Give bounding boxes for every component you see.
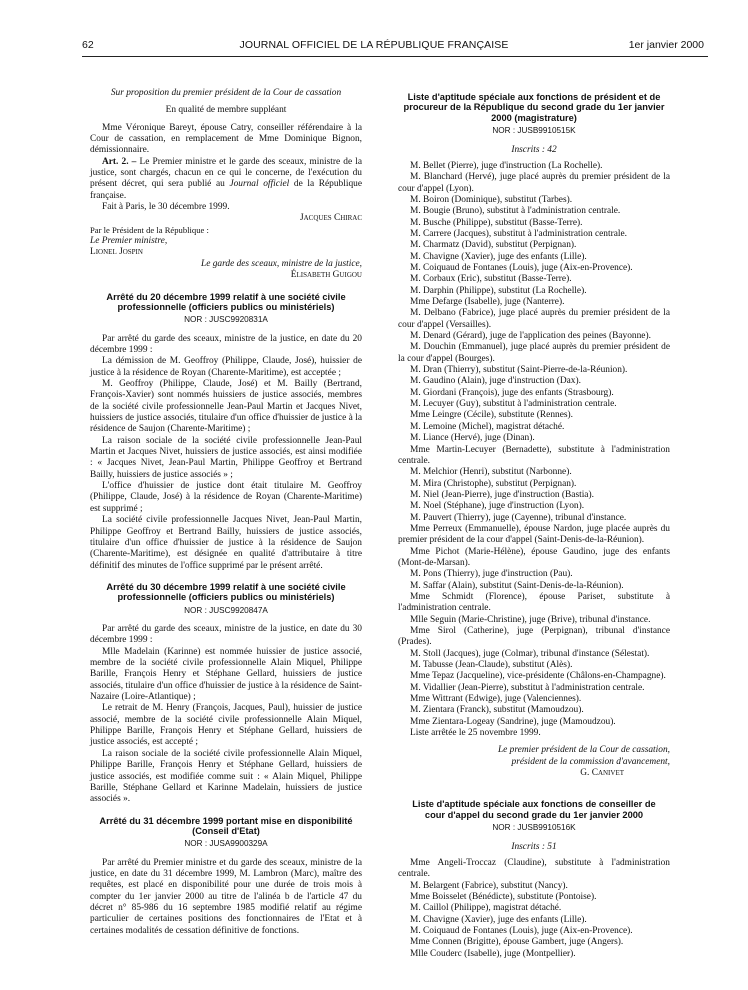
arrete-1-p1: Par arrêté du garde des sceaux, ministre de la justice, en date du 20 décembre 1999 :: [90, 333, 362, 355]
list-entry: M. Bellet (Pierre), juge d'instruction (La Rochelle).: [410, 160, 603, 171]
list-entry: Mme Tepaz (Jacqueline), vice-présidente (Châlons-en-Champagne).: [410, 671, 666, 682]
list-entry: M. Caillol (Philippe), magistrat détaché.: [410, 903, 562, 914]
list-entry: M. Tabusse (Jean-Claude), substitut (Alès).: [410, 660, 573, 671]
list-entry: Mme Connen (Brigitte), épouse Gambert, juge (Angers).: [410, 937, 624, 948]
left-column: [90, 88, 362, 937]
intro-quality: En qualité de membre suppléant: [165, 105, 287, 116]
list-entry: M. Carrere (Jacques), substitut à l'administration centrale.: [410, 228, 627, 239]
list-entry: M. Busche (Philippe), substitut (Basse-Terre).: [410, 217, 583, 228]
list-entry: M. Coiquaud de Fontanes (Louis), juge (Aix-en-Provence).: [410, 926, 633, 937]
pm-title: Le Premier ministre,: [90, 236, 168, 247]
arrete-3-title: Arrêté du 31 décembre 1999 portant mise en disponibilité (Conseil d'Etat): [99, 815, 353, 836]
list-1-title: Liste d'aptitude spéciale aux fonctions de président et de procureur de la République du second grade du 1er janvier 2000 (magistrature): [403, 92, 665, 123]
list-1-closing: Liste arrêtée le 25 novembre 1999.: [410, 728, 541, 739]
done-at: Fait à Paris, le 30 décembre 1999.: [102, 202, 230, 213]
arrete-3-p1: Par arrêté du Premier ministre et du garde des sceaux, ministre de la justice, en date du 31 décembre 1999, M. Lambron (Marc), maître des requêtes, est placé en disponibilité pour une durée de trois mois à compter du 1er janvier 2000 au titre de l'alinéa b de l'article 47 du décret n° 85-986 du 16 septembre 1985 modifié relatif au régime particulier de certaines positions des fonctionnaires de l'Etat et à certaines modalités de cessation définitive de fonctions.: [90, 857, 362, 936]
list-entry: M. Gaudino (Alain), juge d'instruction (Dax).: [410, 376, 581, 387]
page-header: [0, 0, 748, 62]
list-entry: M. Melchior (Henri), substitut (Narbonne).: [410, 467, 572, 478]
list-2-entries: [398, 858, 670, 960]
list-entry: M. Corbaux (Eric), substitut (Basse-Terre).: [410, 274, 572, 285]
list-entry: M. Delbano (Fabrice), juge placé auprès du premier président de la cour d'appel (Versailles).: [398, 308, 670, 330]
arrete-2-title: Arrêté du 30 décembre 1999 relatif à une société civile professionnelle (officiers publics ou ministériels): [106, 581, 346, 603]
intro-appointment: Mme Véronique Bareyt, épouse Catry, conseiller référendaire à la Cour de cassation, en remplacement de Mme Dominique Bignon, démissionnaire.: [90, 122, 362, 156]
list-entry: M. Niel (Jean-Pierre), juge d'instruction (Bastia).: [410, 489, 594, 500]
list-entry: M. Chavigne (Xavier), juge des enfants (Lille).: [410, 251, 587, 262]
list-entry: M. Lecuyer (Guy), substitut à l'administration centrale.: [410, 399, 617, 410]
article-2-text: Le Premier ministre et le garde des sceaux, ministre de la justice, sont chargés, chacun en ce qui le concerne, de l'exécution du présent décret, qui sera publié au: [90, 156, 362, 190]
arrete-2-nor: NOR : JUSC9920847A: [184, 605, 268, 615]
list-entry: M. Liance (Hervé), juge (Dinan).: [410, 433, 535, 444]
list-entry: M. Blanchard (Hervé), juge placé auprès du premier président de la cour d'appel (Lyon).: [398, 172, 670, 194]
list-entry: M. Darphin (Philippe), substitut (La Rochelle).: [410, 285, 587, 296]
right-column: [398, 88, 670, 960]
list-entry: Mme Schmidt (Florence), épouse Pariset, substitute à l'administration centrale.: [398, 591, 670, 614]
list-2-title: Liste d'aptitude spéciale aux fonctions de conseiller de cour d'appel du second grade du 1er janvier 2000: [412, 799, 656, 820]
arrete-1-p6: La société civile professionnelle Jacques Nivet, Jean-Paul Martin, Philippe Geoffroy et Bertrand Bailly, huissiers de justice associés, titulaire d'un office d'huissier de justice à la résidence de Saujon (Charente-Maritime), est désignée en qualité d'attributaire à titre définitif des minutes de l'office supprimé par le présent arrêté.: [90, 515, 362, 571]
intro-proposition: Sur proposition du premier président de la Cour de cassation: [110, 88, 342, 98]
list-entry: Mme Wittrant (Edwige), juge (Valenciennes).: [410, 694, 582, 705]
list-1-inscrits: Inscrits : 42: [511, 144, 557, 155]
list-entry: Mme Martin-Lecuyer (Bernadette), substitute à l'administration centrale.: [398, 444, 670, 466]
list-entry: Mme Perreux (Emmanuelle), épouse Nardon, juge placée auprès du premier président de la cour d'appel (Saint-Denis-de-la-Réunion).: [398, 523, 670, 546]
list-entry: M. Dran (Thierry), substitut (Saint-Pierre-de-la-Réunion).: [410, 365, 628, 376]
arrete-1-p5: L'office d'huissier de justice dont était titulaire M. Geoffroy (Philippe, Claude, José) à la résidence de Royan (Charente-Maritime) est supprimé ;: [90, 481, 362, 514]
list-entry: Mme Pichot (Marie-Hélène), épouse Gaudino, juge des enfants (Mont-de-Marsan).: [398, 546, 670, 568]
signer-name: Jacques Chirac: [299, 213, 362, 224]
list-entry: Mme Leingre (Cécile), substitute (Rennes).: [410, 410, 573, 421]
list-entry: Mlle Couderc (Isabelle), juge (Montpellier).: [410, 948, 576, 959]
arrete-3-nor: NOR : JUSA9900329A: [184, 839, 268, 849]
arrete-1-p2: La démission de M. Geoffroy (Philippe, Claude, José), huissier de justice à la résidence de Royan (Charente-Maritime), est acceptée ;: [90, 356, 362, 378]
arrete-1-p3: M. Geoffroy (Philippe, Claude, José) et M. Bailly (Bertrand, François-Xavier) sont nommés huissiers de justice associés, membres de la société civile professionnelle Jean-Paul Martin et Jacques Nivet, huissiers de justice associés, titulaire d'un office d'huissier de justice à la résidence de Saujon (Charente-Maritime) ;: [90, 379, 362, 435]
issue-date: 1er janvier 2000: [628, 39, 704, 51]
list-entry: M. Vidallier (Jean-Pierre), substitut à l'administration centrale.: [410, 682, 645, 693]
arrete-1-p4: La raison sociale de la société civile professionnelle Jean-Paul Martin et Jacques Nivet, huissiers de justice associés, est ainsi modifiée : « Jacques Nivet, Jean-Paul Martin, Philippe Geoffroy et Bertrand Bailly, huissiers de justice associés » ;: [90, 435, 362, 480]
list-entry: M. Noel (Stéphane), juge d'instruction (Lyon).: [410, 501, 585, 512]
article-2: [90, 157, 362, 202]
header-rule: [82, 56, 708, 57]
list-entry: M. Denard (Gérard), juge de l'application des peines (Bayonne).: [410, 331, 651, 342]
par-le-president: Par le Président de la République :: [90, 224, 209, 235]
pm-name: Lionel Jospin: [90, 247, 143, 258]
list-entry: M. Belargent (Fabrice), substitut (Nancy).: [410, 880, 568, 891]
article-2-jo: Journal officiel: [229, 179, 290, 190]
arrete-1-title: Arrêté du 20 décembre 1999 relatif à une société civile professionnelle (officiers publics ou ministériels): [106, 291, 346, 312]
arrete-2-p3: Le retrait de M. Henry (François, Jacques, Paul), huissier de justice associé, membre de la société civile professionnelle Alain Miquel, Philippe Barille, François Henry et Stéphane Gellard, huissiers de justice associés, est accepté ;: [90, 703, 362, 748]
list-entry: Mme Angeli-Troccaz (Claudine), substitute à l'administration centrale.: [398, 857, 670, 880]
article-2-label: Art. 2. –: [102, 156, 137, 167]
journal-title: JOURNAL OFFICIEL DE LA RÉPUBLIQUE FRANÇAISE: [239, 39, 509, 51]
list-entry: M. Charmatz (David), substitut (Perpignan).: [410, 240, 577, 251]
article-2-end: de la République française.: [90, 179, 362, 201]
list-entry: M. Stoll (Jacques), juge (Colmar), tribunal d'instance (Sélestat).: [410, 648, 650, 659]
list-entry: M. Pauvert (Thierry), juge (Cayenne), tribunal d'instance.: [410, 512, 627, 523]
list-1-sig-name: G. Canivet: [580, 768, 624, 779]
list-entry: M. Saffar (Alain), substitut (Saint-Denis-de-la-Réunion).: [410, 580, 624, 591]
list-entry: M. Zientara (Franck), substitut (Mamoudzou).: [410, 705, 584, 716]
list-1-sig-line-1: Le premier président de la Cour de cassation,: [497, 745, 670, 756]
arrete-1-nor: NOR : JUSC9920831A: [184, 315, 268, 325]
list-entry: M. Bougie (Bruno), substitut à l'administration centrale.: [410, 206, 621, 217]
list-entry: Mme Defarge (Isabelle), juge (Nanterre).: [410, 297, 565, 308]
gds-name: Élisabeth Guigou: [290, 270, 362, 281]
list-entry: Mme Zientara-Logeay (Sandrine), juge (Mamoudzou).: [410, 716, 616, 727]
page-number: 62: [82, 39, 94, 51]
list-entry: M. Chavigne (Xavier), juge des enfants (Lille).: [410, 914, 587, 925]
list-entry: M. Pons (Thierry), juge d'instruction (Pau).: [410, 569, 573, 580]
list-entry: Mme Sirol (Catherine), juge (Perpignan), tribunal d'instance (Prades).: [398, 626, 670, 648]
list-1-sig-line-2: président de la commission d'avancement,: [511, 756, 670, 767]
list-entry: Mme Boisselet (Bénédicte), substitute (Pontoise).: [410, 892, 597, 902]
arrete-2-p4: La raison sociale de la société civile professionnelle Alain Miquel, Philippe Barille, François Henry et Stéphane Gellard, huissiers de justice associés, est modifiée comme suit : « Alain Miquel, Philippe Barille, Stéphane Gellard et Karinne Madelain, huissiers de justice associés ».: [90, 748, 362, 805]
list-entry: M. Lemoine (Michel), magistrat détaché.: [410, 421, 565, 432]
list-entry: Mlle Seguin (Marie-Christine), juge (Brive), tribunal d'instance.: [410, 614, 651, 625]
list-2-inscrits: Inscrits : 51: [511, 841, 557, 852]
list-entry: M. Mira (Christophe), substitut (Perpignan).: [410, 478, 577, 489]
list-1-entries: [398, 161, 670, 728]
arrete-2-p2: Mlle Madelain (Karinne) est nommée huissier de justice associé, membre de la société civile professionnelle Alain Miquel, Philippe Barille, François Henry et Stéphane Gellard, huissiers de justice associés, titulaire d'un office d'huissier de justice à la résidence de Saint-Nazaire (Loire-Atlantique) ;: [90, 646, 362, 703]
list-entry: M. Boiron (Dominique), substitut (Tarbes).: [410, 194, 573, 205]
arrete-2-p1: Par arrêté du garde des sceaux, ministre de la justice, en date du 30 décembre 1999 :: [90, 624, 362, 646]
list-2-nor: NOR : JUSB9910516K: [492, 823, 576, 833]
list-entry: M. Douchin (Emmanuel), juge placé auprès du premier président de la cour d'appel (Bourges).: [398, 342, 670, 364]
list-entry: M. Coiquaud de Fontanes (Louis), juge (Aix-en-Provence).: [410, 263, 633, 273]
list-entry: M. Giordani (François), juge des enfants (Strasbourg).: [410, 387, 614, 398]
list-1-nor: NOR : JUSB9910515K: [492, 126, 576, 136]
gds-title: Le garde des sceaux, ministre de la justice,: [201, 258, 362, 269]
